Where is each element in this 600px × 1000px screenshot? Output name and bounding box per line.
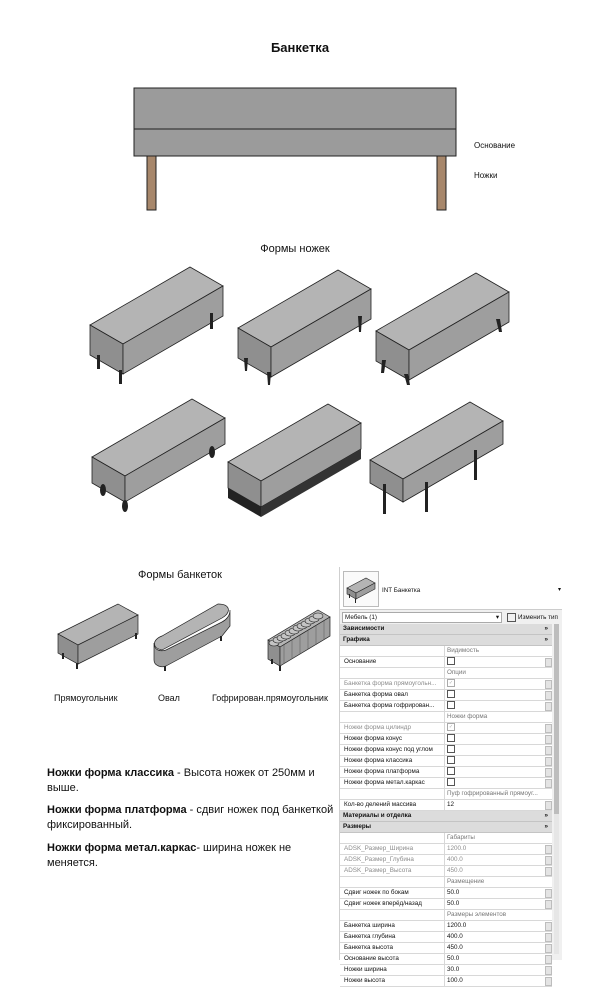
bench-forms-title: Формы банкеток xyxy=(138,569,222,581)
property-name: Ножки форма конус xyxy=(340,734,445,744)
property-row xyxy=(340,778,552,789)
property-value-text: Размеры элементов xyxy=(447,911,507,918)
property-name xyxy=(340,910,445,920)
property-value[interactable] xyxy=(445,844,552,854)
property-name: Ножки форма цилиндр xyxy=(340,723,445,733)
note-platform-term: Ножки форма платформа xyxy=(47,804,187,816)
property-name: Кол-во делений массива xyxy=(340,800,445,810)
bench-front-view-icon xyxy=(130,85,460,215)
checkbox[interactable] xyxy=(447,767,455,775)
property-subheader xyxy=(340,789,552,800)
property-value[interactable] xyxy=(445,976,552,986)
type-name: INT Банкетка xyxy=(382,587,421,594)
category-select[interactable] xyxy=(342,612,502,623)
property-value[interactable] xyxy=(445,866,552,876)
associate-parameter-button[interactable] xyxy=(545,955,552,964)
property-subheader xyxy=(340,712,552,723)
label-base: Основание xyxy=(474,141,516,150)
property-row xyxy=(340,734,552,745)
property-name: Ножки форма классика xyxy=(340,756,445,766)
note-platform-text: - сдвиг ножек под банкеткой фиксированный. xyxy=(47,804,334,831)
property-row xyxy=(340,899,552,910)
collapse-chevron-icon[interactable]: » xyxy=(544,636,548,643)
bench-metal-frame-icon xyxy=(370,402,503,514)
property-value-text: Пуф гофрированный прямоуг... xyxy=(447,790,538,797)
property-checkbox-cell[interactable] xyxy=(445,778,552,788)
property-name: Банкетка высота xyxy=(340,943,445,953)
properties-scrollbar[interactable] xyxy=(554,624,559,954)
property-value-text: 50.0 xyxy=(447,900,460,907)
associate-parameter-button[interactable] xyxy=(545,735,552,744)
property-value-text: 50.0 xyxy=(447,889,460,896)
property-name: Банкетка форма прямоугольн... xyxy=(340,679,445,689)
collapse-chevron-icon[interactable]: » xyxy=(544,823,548,830)
property-value[interactable] xyxy=(445,932,552,942)
property-value-text: Опции xyxy=(447,669,466,676)
property-name: ADSK_Размер_Глубина xyxy=(340,855,445,865)
property-checkbox-cell[interactable] xyxy=(445,723,552,733)
property-name xyxy=(340,789,445,799)
property-checkbox-cell[interactable] xyxy=(445,745,552,755)
property-row xyxy=(340,756,552,767)
note-metal-text: - ширина ножек не меняется. xyxy=(47,842,292,869)
property-name xyxy=(340,877,445,887)
property-group-name: Графика xyxy=(343,636,370,643)
property-value-text: 1200.0 xyxy=(447,922,467,929)
property-value[interactable] xyxy=(445,954,552,964)
associate-parameter-button[interactable] xyxy=(545,680,552,689)
form-label-rectangle: Прямоугольник xyxy=(54,693,118,703)
associate-parameter-button[interactable] xyxy=(545,746,552,755)
property-value-text: 12 xyxy=(447,801,455,808)
bench-angled-cone-legs-icon xyxy=(376,273,509,385)
note-metal xyxy=(47,841,337,871)
property-checkbox-cell[interactable] xyxy=(445,679,552,689)
note-classic-term: Ножки форма классика xyxy=(47,767,174,779)
associate-parameter-button[interactable] xyxy=(545,724,552,733)
associate-parameter-button[interactable] xyxy=(545,867,552,876)
label-legs: Ножки xyxy=(474,171,498,180)
property-row xyxy=(340,767,552,778)
property-value-text: 400.0 xyxy=(447,856,463,863)
property-row xyxy=(340,976,552,987)
associate-parameter-button[interactable] xyxy=(545,768,552,777)
property-row xyxy=(340,800,552,811)
associate-parameter-button[interactable] xyxy=(545,757,552,766)
checked-checkbox: ✓ xyxy=(448,679,454,686)
property-row xyxy=(340,701,552,712)
scrollbar-thumb[interactable] xyxy=(554,624,559,814)
property-name xyxy=(340,646,445,656)
property-checkbox-cell[interactable] xyxy=(445,657,552,667)
checkbox[interactable] xyxy=(447,701,455,709)
property-value-text: Размещение xyxy=(447,878,485,885)
property-row xyxy=(340,965,552,976)
property-row xyxy=(340,723,552,734)
property-name: ADSK_Размер_Ширина xyxy=(340,844,445,854)
bench-forms-gallery xyxy=(50,600,340,680)
property-name: Ножки ширина xyxy=(340,965,445,975)
property-name: Ножки форма платформа xyxy=(340,767,445,777)
note-classic-text: - Высота ножек от 250мм и выше. xyxy=(47,767,315,794)
bench-cone-legs-icon xyxy=(238,270,371,385)
property-name: Банкетка ширина xyxy=(340,921,445,931)
property-checkbox-cell[interactable] xyxy=(445,701,552,711)
property-subheader-label xyxy=(445,833,552,843)
property-subheader xyxy=(340,646,552,657)
oval-bench-icon xyxy=(154,604,230,671)
property-subheader xyxy=(340,668,552,679)
property-row xyxy=(340,921,552,932)
checkbox[interactable] xyxy=(447,756,455,764)
associate-parameter-button[interactable] xyxy=(545,845,552,854)
property-value-text: Ножки форма xyxy=(447,713,488,720)
leg-forms-gallery xyxy=(80,262,520,522)
property-group[interactable] xyxy=(340,822,552,833)
note-metal-term: Ножки форма метал.каркас xyxy=(47,842,197,854)
checked-checkbox: ✓ xyxy=(448,723,454,730)
property-row xyxy=(340,855,552,866)
property-value-text: 1200.0 xyxy=(447,845,467,852)
associate-parameter-button[interactable] xyxy=(545,944,552,953)
property-value-text: 30.0 xyxy=(447,966,460,973)
property-name: Сдвиг ножек вперёд/назад xyxy=(340,899,445,909)
property-name: Ножки высота xyxy=(340,976,445,986)
property-name: Основание xyxy=(340,657,445,667)
associate-parameter-button[interactable] xyxy=(545,801,552,810)
property-row xyxy=(340,866,552,877)
associate-parameter-button[interactable] xyxy=(545,966,552,975)
edit-type-label: Изменить тип xyxy=(518,614,558,621)
property-name: Банкетка форма гофрирован... xyxy=(340,701,445,711)
property-subheader xyxy=(340,877,552,888)
property-group[interactable] xyxy=(340,811,552,822)
associate-parameter-button[interactable] xyxy=(545,900,552,909)
checkbox[interactable] xyxy=(447,745,455,753)
bench-cylinder-legs-icon xyxy=(90,267,223,384)
property-subheader-label xyxy=(445,646,552,656)
property-subheader xyxy=(340,910,552,921)
edit-type-icon xyxy=(507,613,516,622)
property-name xyxy=(340,668,445,678)
property-checkbox-cell[interactable] xyxy=(445,767,552,777)
property-value-text: 400.0 xyxy=(447,933,463,940)
property-row xyxy=(340,943,552,954)
edit-type-button[interactable] xyxy=(507,612,558,623)
checkbox[interactable] xyxy=(447,690,455,698)
property-name: Сдвиг ножек по бокам xyxy=(340,888,445,898)
property-name xyxy=(340,833,445,843)
type-selector[interactable] xyxy=(340,567,562,610)
property-value[interactable] xyxy=(445,943,552,953)
property-value-text: 450.0 xyxy=(447,944,463,951)
property-name: Ножки форма конус под углом xyxy=(340,745,445,755)
note-classic xyxy=(47,766,337,796)
rectangular-bench-icon xyxy=(58,604,138,669)
property-row xyxy=(340,888,552,899)
property-name: Основание высота xyxy=(340,954,445,964)
page-title: Банкетка xyxy=(270,40,330,55)
associate-parameter-button[interactable] xyxy=(545,856,552,865)
associate-parameter-button[interactable] xyxy=(545,922,552,931)
property-value-text: Габариты xyxy=(447,834,475,841)
property-group[interactable] xyxy=(340,624,552,635)
property-checkbox-cell[interactable] xyxy=(445,756,552,766)
associate-parameter-button[interactable] xyxy=(545,779,552,788)
leg-forms-title: Формы ножек xyxy=(260,243,330,255)
associate-parameter-button[interactable] xyxy=(545,889,552,898)
property-row xyxy=(340,745,552,756)
property-value-text: 100.0 xyxy=(447,977,463,984)
property-value[interactable] xyxy=(445,855,552,865)
property-name xyxy=(340,712,445,722)
property-name: ADSK_Размер_Высота xyxy=(340,866,445,876)
property-subheader xyxy=(340,833,552,844)
property-value[interactable] xyxy=(445,899,552,909)
checkbox[interactable] xyxy=(447,657,455,665)
properties-grid xyxy=(340,624,552,987)
property-value[interactable] xyxy=(445,965,552,975)
property-row xyxy=(340,954,552,965)
chevron-down-icon: ▾ xyxy=(495,614,499,621)
associate-parameter-button[interactable] xyxy=(545,691,552,700)
form-label-oval: Овал xyxy=(158,693,180,703)
property-name: Ножки форма метал.каркас xyxy=(340,778,445,788)
property-value[interactable] xyxy=(445,888,552,898)
bench-classic-legs-icon xyxy=(92,399,225,512)
collapse-chevron-icon[interactable]: » xyxy=(544,812,548,819)
checkbox[interactable] xyxy=(447,734,455,742)
properties-panel xyxy=(339,567,562,984)
property-value[interactable] xyxy=(445,921,552,931)
category-select-value: Мебель (1) xyxy=(345,614,377,621)
property-row xyxy=(340,657,552,668)
property-value-text: 50.0 xyxy=(447,955,460,962)
associate-parameter-button[interactable] xyxy=(545,933,552,942)
property-row xyxy=(340,932,552,943)
property-subheader-label xyxy=(445,910,552,920)
checkbox[interactable] xyxy=(447,778,455,786)
property-group-name: Материалы и отделка xyxy=(343,812,412,819)
bench-platform-icon xyxy=(228,404,361,517)
property-value-text: Видимость xyxy=(447,647,480,654)
property-group-name: Зависимости xyxy=(343,625,385,632)
property-value[interactable] xyxy=(445,800,552,810)
property-checkbox-cell[interactable] xyxy=(445,690,552,700)
property-group-name: Размеры xyxy=(343,823,372,830)
property-row xyxy=(340,679,552,690)
associate-parameter-button[interactable] xyxy=(545,658,552,667)
property-group[interactable] xyxy=(340,635,552,646)
property-row xyxy=(340,690,552,701)
collapse-chevron-icon[interactable]: » xyxy=(544,625,548,632)
property-subheader-label xyxy=(445,877,552,887)
type-thumbnail xyxy=(343,571,379,607)
property-name: Банкетка форма овал xyxy=(340,690,445,700)
associate-parameter-button[interactable] xyxy=(545,977,552,986)
property-name: Банкетка глубина xyxy=(340,932,445,942)
property-checkbox-cell[interactable] xyxy=(445,734,552,744)
property-subheader-label xyxy=(445,789,552,799)
property-row xyxy=(340,844,552,855)
form-label-corrugated: Гофрирован.прямоугольник xyxy=(212,693,328,703)
chevron-down-icon[interactable]: ▾ xyxy=(557,587,561,593)
property-value-text: 450.0 xyxy=(447,867,463,874)
note-platform xyxy=(47,803,337,833)
property-subheader-label xyxy=(445,712,552,722)
property-subheader-label xyxy=(445,668,552,678)
associate-parameter-button[interactable] xyxy=(545,702,552,711)
corrugated-bench-icon xyxy=(268,610,330,671)
